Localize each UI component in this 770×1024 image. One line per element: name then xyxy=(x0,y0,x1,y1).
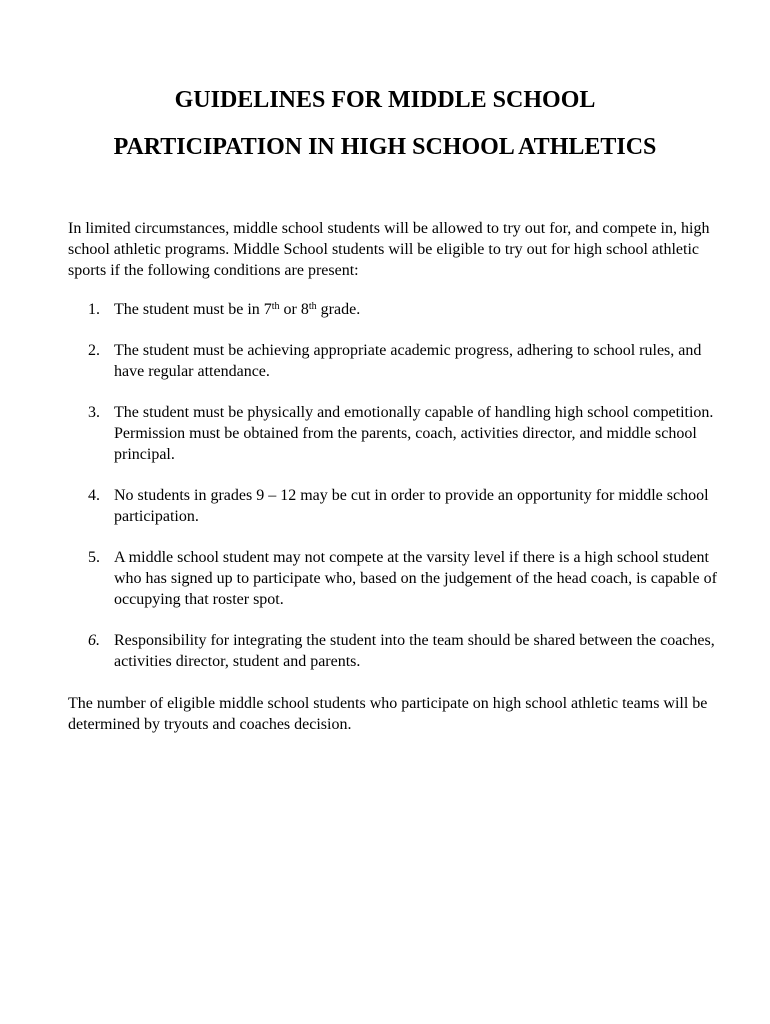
list-item-text: The student must be physically and emotionally capable of handling high school competition. Permission must be obtained from the parents, coach, activities director, and middle school principal. xyxy=(114,404,714,463)
list-item-text-part: or 8 xyxy=(279,301,309,318)
ordinal-suffix: th xyxy=(271,301,280,312)
list-item xyxy=(68,547,718,610)
list-item xyxy=(68,485,718,527)
list-item-text-part: The student must be in 7 xyxy=(114,301,272,318)
list-item xyxy=(68,340,718,382)
list-item-number: 4. xyxy=(88,487,100,504)
ordinal-suffix: th xyxy=(308,301,317,312)
list-item-text: The student must be achieving appropriate academic progress, adhering to school rules, and have regular attendance. xyxy=(114,342,702,380)
list-item-text: A middle school student may not compete at the varsity level if there is a high school student who has signed up to participate who, based on the judgement of the head coach, is capable of occupying that roster spot. xyxy=(114,549,717,608)
list-item-number: 3. xyxy=(88,404,100,421)
document-title-line-1: GUIDELINES FOR MIDDLE SCHOOL xyxy=(174,87,596,113)
list-item-text: No students in grades 9 – 12 may be cut in order to provide an opportunity for middle school participation. xyxy=(114,487,709,525)
closing-paragraph: The number of eligible middle school students who participate on high school athletic teams will be determined by tryouts and coaches decision. xyxy=(68,695,708,733)
document-title-line-2: PARTICIPATION IN HIGH SCHOOL ATHLETICS xyxy=(113,134,657,160)
list-item xyxy=(68,630,718,672)
list-item-text-part: grade. xyxy=(316,301,361,318)
list-item-number: 2. xyxy=(88,342,100,359)
requirements-list xyxy=(68,299,718,692)
list-item-text: Responsibility for integrating the student into the team should be shared between the coaches, activities director, student and parents. xyxy=(114,632,715,670)
list-item-number: 1. xyxy=(88,301,100,318)
list-item-text xyxy=(114,299,718,320)
list-item-number: 5. xyxy=(88,549,100,566)
list-item-number: 6. xyxy=(88,632,100,649)
list-item xyxy=(68,299,718,320)
intro-paragraph: In limited circumstances, middle school students will be allowed to try out for, and compete in, high school athletic programs. Middle School students will be eligible to try out for high school athletic sports if the following conditions are present: xyxy=(68,220,710,279)
list-item xyxy=(68,402,718,465)
